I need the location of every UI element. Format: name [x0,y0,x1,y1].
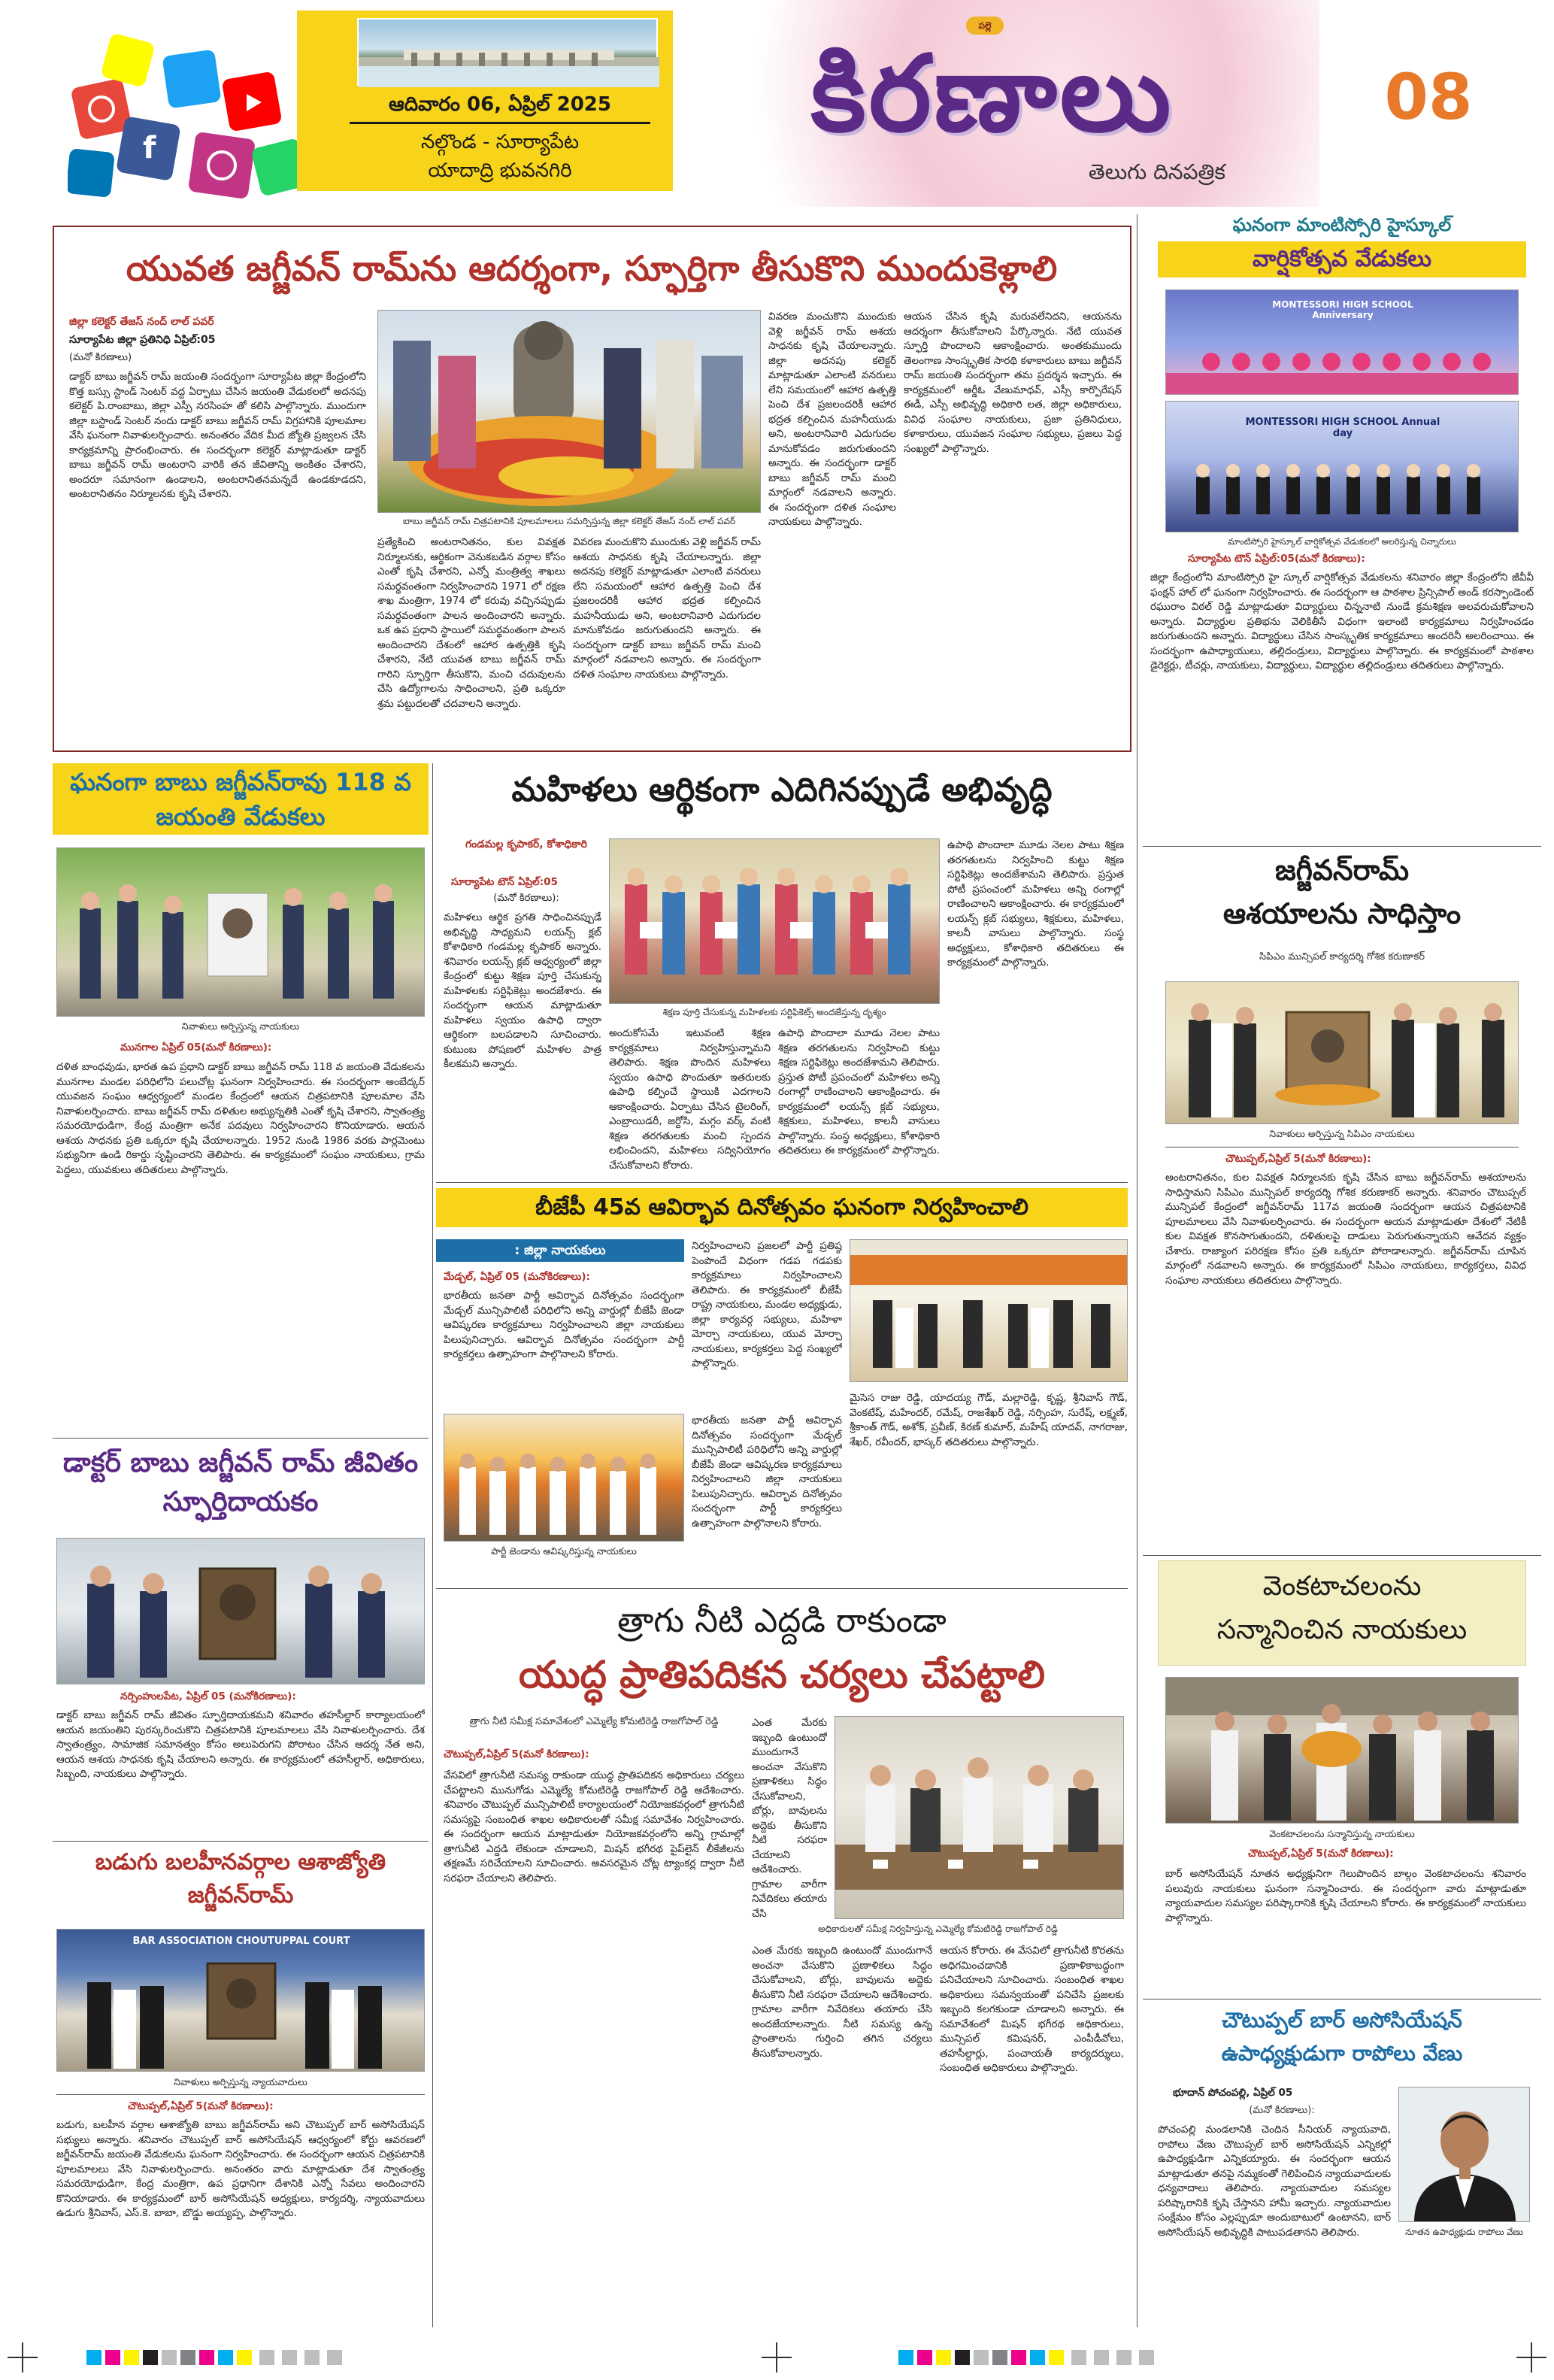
bjp-dateline: మేడ్చల్, ఏప్రిల్ 05 (మనోకిరణాలు): [444,1271,590,1283]
lead-headline: యువత జగ్జీవన్ రామ్‌ను ఆదర్శంగా, స్ఫూర్తిగా తీసుకొని ముందుకెళ్లాలి [126,248,1058,289]
aashayalu-byline: సిపిఎం మున్సిపల్ కార్యదర్శి గోశిక కరుణాకర్ [1259,951,1425,963]
bjp-body-col2b: భారతీయ జనతా పార్టీ ఆవిర్భావ దినోత్సవం సందర్భంగా మేడ్చల్ మున్సిపాలిటీ పరిధిలోని అన్ని వార్డుల్లో బీజేపీ జెండా ఆవిష్కరణ కార్యక్రమాలు నిర్వహించాలని జిల్లా నాయకులు పిలుపునిచ్చారు. ఆవిర్భావ దినోత్సవం సందర్భంగా పార్టీ కార్యకర్తలు ఉత్సాహంగా పాల్గొనాలని కోరారు. [692,1414,842,1530]
masthead [0,0,1554,207]
lead-body-col2: ప్రత్యేకించి అంటరానితనం, కుల వివక్షత నిర్మూలనకు, ఆర్థికంగా వెనుకబడిన వర్గాల కోసం ఎంతో కృషి చేశారని, ఎన్నో మంత్రిత్వ శాఖలు సమర్థవంతంగా నిర్వహించారని 1971 లో రక్షణ శాఖ మంత్రిగా, 1974 లో కరువు వచ్చినప్పుడు సమర్థవంతంగా పాలన అందించారని అన్నారు. ఒక ఉప ప్రధాని స్థాయిలో సమర్థవంతంగా పాలన అందించారని దేశంలో ఆహార ఉత్పత్తికి కృషి చేశారని, నేటి యువత బాబు జగ్జీవన్ రామ్ గారిని స్ఫూర్తిగా తీసుకొని, మంచి చదువులను చేసి ఉద్యోగాలను సాధించాలని, ప్రతి ఒక్కరూ శ్రమ పట్టుదలతో చదవాలని అన్నారు. [377,536,565,710]
venkatachalam-dateline: చౌటుప్పల్,ఏప్రిల్ 5(మనో కిరణాలు): [1248,1848,1394,1860]
jayanthi118-body: దళిత బాంధవుడు, భారత ఉప ప్రధాని డాక్టర్ బాబు జగ్జీవన్ రామ్ 118 వ జయంతి వేడుకలను మునగాల మండల పరిధిలోని పలుచోట్ల ఘనంగా నిర్వహించారు. ఈ సందర్భంగా అంబేద్కర్ యువజన సంఘం ఆధ్వర్యంలో మండల కేంద్రంలో ఆయన చిత్రపటానికి పూలమాల వేసి నివాళులర్పించారు. బాబు జగ్జీవన్ రామ్ దళితుల అభ్యున్నతికి ఎంతో కృషి చేశారని, స్వాతంత్ర్య సమరయోధుడిగా, కేంద్ర మంత్రిగా అనేక పదవులు నిర్వహించారని కొనియాడారు. ఆయన ఆశయ సాధనకు ప్రతి ఒక్కరూ కృషి చేయాలన్నారు. 1952 నుండి 1986 వరకు పార్లమెంటు సభ్యునిగా ఉండి రికార్డు సృష్టించారని తెలిపారు. ఈ కార్యక్రమంలో సంఘం నాయకులు, గ్రామ పెద్దలు, యువకులు తదితరులు పాల్గొన్నారు. [56,1061,425,1176]
venkatachalam-story [1143,1560,1541,1996]
rule-aashayalu-venkatachalam [1143,1555,1541,1556]
rule-venkatachalam-barvp [1143,1999,1541,2000]
svg-text:f: f [143,131,156,165]
thagu-photo-caption: అధికారులతో సమీక్ష నిర్వహిస్తున్న ఎమ్మెల్యే కోమటిరెడ్డి రాజగోపాల్ రెడ్డి [818,1924,1058,1934]
jayanthi118-caption: నివాళులు అర్పిస్తున్న నాయకులు [181,1020,300,1032]
montessori-story [1143,214,1541,771]
mahilalu-byline: గండమల్ల కృపాకర్, కోశాధికారి [465,838,587,850]
bjp-body-col2: నిర్వహించాలని ప్రజలలో పార్టీ ప్రతిష్ఠ పెంపొందే విధంగా గడప గడపకు కార్యక్రమాలు నిర్వహించాలని తెలిపారు. ఈ కార్యక్రమంలో బీజేపీ రాష్ట్ర నాయకులు, మండల అధ్యక్షుడు, జిల్లా కార్యవర్గ సభ్యులు, మహిళా మోర్చా నాయకులు, యువ మోర్చా నాయకులు, కార్యకర్తలు పెద్ద సంఖ్యలో పాల్గొన్నారు. [692,1240,842,1369]
jeevitham-headline: డాక్టర్ బాబు జగ్జీవన్ రామ్ జీవితం స్ఫూర్తిదాయకం [62,1448,419,1517]
masthead-districts-2: యాదాద్రి భువనగిరి [428,159,572,182]
thagu-story [436,1594,1128,2316]
lead-body-col4: ఆయన చేసిన కృషి మరువలేనిదని, ఆయనను ఆదర్శంగా తీసుకోవాలని పేర్కొన్నారు. నేటి యువత స్ఫూర్తి పొందాలని ఆకాంక్షించారు. అంతకుముందు తెలంగాణ సాంస్కృతిక సారథి కళాకారులు బాబు జగ్జీవన్ రామ్ జయంతి సందర్భంగా తమ ప్రదర్శన ఇచ్చారు. ఈ కార్యక్రమంలో ఆర్డీఓ వేణుమాధవ్, ఎస్సీ కార్పొరేషన్ ఈడీ, ఎస్సీ అభివృద్ధి అధికారి లత, జిల్లా అధికారులు, వివిధ సంఘాల నాయకులు, ప్రజా ప్రతినిధులు, కళాకారులు, యువజన సంఘాల సభ్యులు, ప్రజలు పెద్ద సంఖ్యలో పాల్గొన్నారు. [904,311,1122,455]
aashayalu-caption: నివాళులు అర్పిస్తున్న సిపిఎం నాయకులు [1269,1128,1415,1139]
mahilalu-body-col3: ఉపాధి పొందాలా మూడు నెలల పాటు శిక్షణ తరగతులను నిర్వహించి కుట్టు శిక్షణ సర్టిఫికెట్లు అందజేశామని తెలిపారు. ప్రస్తుత పోటీ ప్రపంచంలో మహిళలు అన్ని రంగాల్లో రాణించాలని ఆకాంక్షించారు. ఈ కార్యక్రమంలో లయన్స్ క్లబ్ సభ్యులు, శిక్షకులు, మహిళలు, కాలనీ వాసులు పాల్గొన్నారు. సంస్థ అధ్యక్షులు, కోశాధికారి తదితరులు ఈ కార్యక్రమంలో పాల్గొన్నారు. [947,839,1124,969]
bjp-photo-1 [850,1239,1128,1382]
lead-photo [377,310,761,513]
date-panel [297,11,673,191]
aashayalu-story [1143,853,1541,1553]
thagu-byline: త్రాగు నీటి సమీక్ష సమావేశంలో ఎమ్మెల్యే కోమటిరెడ్డి రాజగోపాల్ రెడ్డి [469,1716,719,1727]
lead-body-col3: వివరణ మంచుకొని ముందుకు వెళ్లి జగ్జీవన్ రామ్ ఆశయ సాధనకు కృషి చేయాలన్నారు. జిల్లా అదనపు కలెక్టర్ మాట్లాడుతూ ఎలాంటి వనరులు లేని సమయంలో ఆహార ఉత్పత్తి పెంచి దేశ ప్రజలందరికీ ఆహార భద్రత కల్పించిన మహనీయుడు అని, అంటరానివారి ఎదుగుదల మానుకోవడం జరుగుతుందని అన్నారు. ఈ సందర్భంగా డాక్టర్ బాబు జగ్జీవన్ రామ్ మంచి మార్గంలో నడవాలని అన్నారు. ఈ సందర్భంగా దళిత సంఘాల నాయకులు పాల్గొన్నారు. [573,536,761,681]
thagu-body-col2: ఎంత మేరకు ఇబ్బంది ఉంటుందో ముందుగానే అంచనా వేసుకొని ప్రణాళికలు సిద్ధం చేసుకోవాలని, బోర్లు, బావులను అద్దెకు తీసుకొని నీటి సరఫరా చేయాలని ఆదేశించారు. గ్రామాల వారీగా నివేదికలు తయారు చేసి [752,1717,827,1919]
rule-mahilalu-bjp [436,1182,1128,1183]
rule-jeevitham-badugu [53,1841,429,1842]
mahilalu-body-col2b: ఉపాధి పొందాలా మూడు నెలల పాటు శిక్షణ తరగతులను నిర్వహించి కుట్టు శిక్షణ సర్టిఫికెట్లు అందజేశామని తెలిపారు. ప్రస్తుత పోటీ ప్రపంచంలో మహిళలు అన్ని రంగాల్లో రాణించాలని ఆకాంక్షించారు. ఈ కార్యక్రమంలో లయన్స్ క్లబ్ సభ్యులు, శిక్షకులు, మహిళలు, కాలనీ వాసులు పాల్గొన్నారు. సంస్థ అధ్యక్షులు, కోశాధికారి తదితరులు ఈ కార్యక్రమంలో పాల్గొన్నారు. [778,1027,940,1157]
mahilalu-photo-caption: శిక్షణ పూర్తి చేసుకున్న మహిళలకు సర్టిఫికెట్స్ అందజేస్తున్న దృశ్యం [662,1007,886,1017]
jayanthi118-story [53,763,429,1440]
bjp-headline: బీజేపీ 45వ ఆవిర్భావ దినోత్సవం ఘనంగా నిర్వహించాలి [436,1188,1128,1227]
montessori-banner-1: MONTESSORI HIGH SCHOOL Anniversary [1272,299,1413,320]
page-number: 08 [1384,60,1473,134]
aashayalu-dateline: చౌటుప్పల్,ఏప్రిల్ 5(మనో కిరణాలు): [1225,1153,1371,1165]
thagu-headline-1: త్రాగు నీటి ఎద్దడి రాకుండా [617,1602,947,1640]
mahilalu-body-col1: మహిళలు ఆర్థిక ప్రగతి సాధించినప్పుడే అభివృద్ధి సాధ్యమని లయన్స్ క్లబ్ కోశాధికారి గండమల్ల కృపాకర్ అన్నారు. శనివారం లయన్స్ క్లబ్ ఆధ్వర్యంలో జిల్లా కేంద్రంలో కుట్టు శిక్షణ పూర్తి చేసుకున్న మహిళలకు సర్టిఫికెట్లు అందజేశారు. ఈ సందర్భంగా ఆయన మాట్లాడుతూ మహిళలు స్వయం ఉపాధి ద్వారా ఆర్థికంగా బలపడాలని సూచించారు. కుటుంబ పోషణలో మహిళల పాత్ర కీలకమని అన్నారు. [444,911,601,1070]
mahilalu-source: (మనో కిరణాలు): [493,893,559,904]
bar-vp-body: పోచంపల్లి మండలానికి చెందిన సీనియర్ న్యాయవాది, రాపోలు వేణు చౌటుప్పల్ బార్ అసోసియేషన్ ఎన్నికల్లో ఉపాధ్యక్షుడిగా ఎన్నికయ్యారు. ఈ సందర్భంగా ఆయన మాట్లాడుతూ తనపై నమ్మకంతో గెలిపించిన న్యాయవాదులకు ధన్యవాదాలు తెలిపారు. న్యాయవాదుల సమస్యల పరిష్కారానికి కృషి చేస్తానని హామీ ఇచ్చారు. న్యాయవాదుల సంక్షేమం కోసం ఎల్లప్పుడూ అందుబాటులో ఉంటానని, బార్ అసోసియేషన్ అభివృద్ధికి పాటుపడతానని తెలిపారు. [1158,2124,1391,2239]
montessori-banner-2: MONTESSORI HIGH SCHOOL Annual day [1245,417,1440,439]
jeevitham-dateline: నర్సింహులపేట, ఏప్రిల్ 05 (మనోకిరణాలు): [120,1690,296,1702]
rule-bjp-thagu [436,1588,1128,1589]
montessori-photo-caption: మాంటిస్సోరి హైస్కూల్ వార్షికోత్సవ వేడుకలలో అలరిస్తున్న చిన్నారులు [1228,536,1456,547]
rule-jayanthi-jeevitham [53,1438,429,1439]
montessori-headline: వార్షికోత్సవ వేడుకలు [1158,241,1526,277]
venkatachalam-headline-2: సన్మానించిన నాయకులు [1216,1614,1468,1645]
bar-vp-headline: చౌటుప్పల్ బార్ అసోసియేషన్ ఉపాధ్యక్షుడుగా రాపోలు వేణు [1221,2008,1463,2066]
aashayalu-rule [1165,1147,1519,1148]
date-underline [350,122,650,124]
mahilalu-headline: మహిళలు ఆర్థికంగా ఎదిగినప్పుడే అభివృద్ధి [511,771,1053,809]
thagu-body-col1: వేసవిలో త్రాగునీటి సమస్య రాకుండా యుద్ధ ప్రాతిపదికన అధికారులు చర్యలు చేపట్టాలని మునుగోడు ఎమ్మెల్యే కోమటిరెడ్డి రాజగోపాల్ రెడ్డి ఆదేశించారు. శనివారం చౌటుప్పల్ మున్సిపాలిటీ కార్యాలయంలో నియోజకవర్గంలో త్రాగునీటి సమస్యపై సంబంధిత శాఖల అధికారులతో సమీక్ష సమావేశం నిర్వహించారు. ఈ సందర్భంగా ఆయన మాట్లాడుతూ నియోజకవర్గంలోని అన్ని గ్రామాల్లో త్రాగునీటి ఎద్దడి లేకుండా చూడాలని, మిషన్ భగీరథ పైప్‌లైన్ లీకేజీలను తక్షణమే సరిచేయాలని సూచించారు. అవసరమైన చోట్ల ట్యాంకర్ల ద్వారా నీటి సరఫరా చేయాలని తెలిపారు. [444,1769,744,1884]
montessori-body: జిల్లా కేంద్రంలోని మాంటిస్సోరి హై స్కూల్ వార్షికోత్సవ వేడుకలను శనివారం జిల్లా కేంద్రంలోని జీవీవీ ఫంక్షన్ హాల్ లో ఘనంగా నిర్వహించారు. ఈ సందర్భంగా ఆ పాఠశాల ప్రిన్సిపాల్ అండ్ కరస్పాండెంట్ రఘురాం విఠల్ రెడ్డి మాట్లాడుతూ విద్యార్థులు చిన్ననాటి నుండే క్రమశిక్షణ అలవరుచుకోవాలని అన్నారు. విద్యార్థుల ప్రతిభను వెలికితీసే విధంగా ఇలాంటి కార్యక్రమాలు నిర్వహించడం జరుగుతుందని అన్నారు. విద్యార్థులు చేసిన సాంస్కృతిక కార్యక్రమాలు అందరినీ అలరించాయి. ఈ సందర్భంగా ఉపాధ్యాయులు, తల్లిదండ్రులు, విద్యార్థులు పాల్గొన్నారు. ఈ కార్యక్రమంలో పాఠశాల డైరెక్టర్లు, టీచర్లు, నాయకులు, విద్యార్థులు, విద్యార్థుల తల్లిదండ్రులు తదితరులు పాల్గొన్నారు. [1150,572,1534,672]
thagu-dateline: చౌటుప్పల్,ఏప్రిల్ 5(మనో కిరణాలు): [444,1748,589,1760]
thagu-body-col2b: ఎంత మేరకు ఇబ్బంది ఉంటుందో ముందుగానే అంచనా వేసుకొని ప్రణాళికలు సిద్ధం చేసుకోవాలని, బోర్లు, బావులను అద్దెకు తీసుకొని నీటి సరఫరా చేయాలని ఆదేశించారు. గ్రామాల వారీగా నివేదికలు తయారు చేసి అందజేయాలన్నారు. నీటి సమస్య ఉన్న ప్రాంతాలను గుర్తించి తగిన చర్యలు తీసుకోవాలన్నారు. [752,1945,932,2060]
bar-vp-source: (మనో కిరణాలు): [1249,2105,1315,2116]
mahilalu-story [436,763,1128,1181]
dam-photo [357,18,658,86]
masthead-districts-1: నల్గొండ - సూర్యాపేట [420,131,580,153]
jeevitham-body: డాక్టర్ బాబు జగ్జీవన్ రామ్ జీవితం స్ఫూర్తిదాయకమని శనివారం తహసీల్దార్ కార్యాలయంలో ఆయన జయంతిని పురస్కరించుకొని చిత్రపటానికి పూలమాలలు వేసి నివాళులర్పించారు. దేశ స్వాతంత్ర్యం, సామాజిక సమానత్వం కోసం అలుపెరుగని పోరాటం చేసిన ఆదర్శ నేత అని, ఆయన ఆశయ సాధనకు కృషి చేయాలని అన్నారు. ఈ కార్యక్రమంలో తహసీల్దార్, అధికారులు, సిబ్బంది, నాయకులు పాల్గొన్నారు. [56,1709,425,1780]
rule-montessori-aashayalu [1143,846,1541,847]
mahilalu-body-col2: అందుకోసమే ఇటువంటి శిక్షణ కార్యక్రమాలు నిర్వహిస్తున్నామని తెలిపారు. శిక్షణ పొందిన మహిళలు స్వయం ఉపాధి పొందుతూ ఇతరులకు ఉపాధి కల్పించే స్థాయికి ఎదగాలని ఆకాంక్షించారు. ఏర్పాటు చేసిన టైలరింగ్, ఎంబ్రాయిడరీ, జర్దోసి, మగ్గం వర్క్ వంటి శిక్షణ తరగతులకు మంచి స్పందన లభించిందని, మహిళలు సద్వినియోగం చేసుకోవాలని కోరారు. [609,1027,771,1172]
bjp-photo-2 [444,1414,684,1542]
jayanthi118-photo [56,847,425,1017]
brand-tagline: తెలుగు దినపత్రిక [1088,159,1225,184]
lead-source: (మనో కిరణాలు) [69,352,132,363]
badugu-caption: నివాళులు అర్పిస్తున్న న్యాయవాదులు [174,2076,307,2087]
montessori-photo-2 [1165,401,1519,532]
bjp-kicker: : జిల్లా నాయకులు [436,1239,684,1262]
print-color-bar [0,2335,1554,2380]
venkatachalam-body: బార్ అసోసియేషన్ నూతన అధ్యక్షునిగా గెలుపొందిన బాల్గం వెంకటాచలంను శనివారం పలువురు నాయకులు ఘనంగా సన్మానించారు. ఈ సందర్భంగా వారు మాట్లాడుతూ న్యాయవాదుల సమస్యల పరిష్కారానికి కృషి చేయాలని కోరారు. ఈ కార్యక్రమంలో నాయకులు పాల్గొన్నారు. [1165,1868,1526,1924]
venkatachalam-caption: వెంకటాచలంను సన్మానిస్తున్న నాయకులు [1269,1828,1415,1839]
bjp-body-col3: మైసెస రాజు రెడ్డి, యాదయ్య గౌడ్, మల్లారెడ్డి, కృష్ణ, శ్రీనివాస్ గౌడ్, వెంకటేష్, మహేందర్, రమేష్, రాజశేఖర్ రెడ్డి, నర్సింహ, సురేష్, లక్ష్మణ్, శ్రీకాంత్ గౌడ్, అశోక్, ప్రవీణ్, కిరణ్ కుమార్, మహేష్ యాదవ్, నాగరాజు, శేఖర్, రవీందర్, భాస్కర్ తదితరులు పాల్గొన్నారు. [850,1392,1128,1448]
lead-body-col1: డాక్టర్ బాబు జగ్జీవన్ రామ్ జయంతి సందర్భంగా సూర్యాపేట జిల్లా కేంద్రంలోని కొత్త బస్సు స్టాండ్ సెంటర్ వద్ద ఏర్పాటు చేసిన జయంతి వేడుకలలో అదనపు కలెక్టర్ పి.రాంబాబు, జిల్లా ఎస్పీ నరసింహ తో కలిసి పాల్గొన్నారు. ముందుగా జిల్లా బస్టాండ్ సెంటర్ నందు డాక్టర్ బాబు జగ్జీవన్ రామ్ విగ్రహానికి పూలమాల వేసి ఘనంగా నివాళులర్పించారు. అనంతరం వేదిక మీద జ్యోతి ప్రజ్వలన చేసి కార్యక్రమాన్ని ప్రారంభించారు. ఈ సందర్భంగా కలెక్టర్ మాట్లాడుతూ డాక్టర్ బాబు జగ్జీవన్ రామ్ అంటరాని వారికి తన జీవితాన్ని అంకితం చేశారని, అందరూ సమానంగా ఉండాలని, అంటరానితనమన్నదే ఉండకూడదని, అంటరానితనం నిర్మూలనకు కృషి చేశారని. [69,371,366,500]
bar-vp-portrait [1398,2087,1530,2222]
masthead-date: ఆదివారం 06, ఏప్రిల్ 2025 [389,93,611,116]
brand-logo: కిరణాలు [810,33,1174,156]
jeevitham-photo [56,1538,425,1684]
lead-photo-caption: బాబు జగ్జీవన్ రామ్ చిత్రపటానికి పూలమాలలు సమర్పిస్తున్న జిల్లా కలెక్టర్ తేజస్ నంద్ లాల్ పవర్ [402,516,736,526]
brand-badge: పల్లె [966,17,1004,35]
bjp-story [436,1188,1128,1587]
bar-vp-dateline: భూదాన్ పోచంపల్లి, ఏప్రిల్ 05 [1173,2087,1293,2099]
venkatachalam-photo [1165,1677,1519,1824]
thagu-body-col3: ఆయన కోరారు. ఈ వేసవిలో త్రాగునీటి కొరతను అధిగమించడానికి ప్రణాళికాబద్ధంగా పనిచేయాలని సూచించారు. సంబంధిత శాఖల అధికారులు సమన్వయంతో పనిచేసి ప్రజలకు ఇబ్బంది కలగకుండా చూడాలని అన్నారు. ఈ సమావేశంలో మిషన్ భగీరథ అధికారులు, మున్సిపల్ కమిషనర్, ఎంపీడీవోలు, తహసీల్దార్లు, పంచాయతీ కార్యదర్శులు, సంబంధిత అధికారులు పాల్గొన్నారు. [940,1945,1124,2074]
badugu-headline: బడుగు బలహీనవర్గాల ఆశాజ్యోతి జగ్జీవన్‌రామ్ [95,1849,386,1909]
montessori-photo-1 [1165,290,1519,395]
bjp-photo-caption: పార్టీ జెండాను ఆవిష్కరిస్తున్న నాయకులు [491,1545,637,1557]
bar-vp-story [1143,2004,1541,2327]
jeevitham-story [53,1444,429,1842]
montessori-kicker: ఘనంగా మాంటిస్సోరి హైస్కూల్ [1232,214,1452,235]
mahilalu-photo [609,838,940,1004]
thagu-photo [835,1716,1124,1919]
mahilalu-dateline: సూర్యాపేట టౌన్ ఏప్రిల్:05 [451,876,558,888]
lead-story-box [53,226,1131,752]
aashayalu-photo [1165,981,1519,1124]
badugu-photo [56,1929,425,2072]
montessori-dateline: సూర్యాపేట టౌన్ ఏప్రిల్:05(మనో కిరణాలు): [1188,553,1365,565]
jayanthi118-dateline: మునగాల ఏప్రిల్ 05(మనో కిరణాలు): [120,1041,272,1054]
lead-byline: జిల్లా కలెక్టర్ తేజస్ నంద్ లాల్ పవర్ [69,316,214,328]
aashayalu-body: అంటరానితనం, కుల వివక్షత నిర్మూలనకు కృషి చేసిన బాబు జగ్జీవన్‌రామ్ ఆశయాలను సాధిస్తామని సిపిఎం మున్సిపల్ కార్యదర్శి గోశిక కరుణాకర్ అన్నారు. శనివారం చౌటుప్పల్ మున్సిపల్ కేంద్రంలో జగ్జీవన్‌రామ్ 117వ జయంతి సందర్భంగా ఆయన చిత్రపటానికి పూలమాలలు వేసి నివాళులర్పించారు. ఈ సందర్భంగా ఆయన మాట్లాడుతూ దేశంలో నేటికీ కుల వివక్షత కొనసాగుతుందని, దళితులపై దాడులు పెరుగుతున్నాయని ఆవేదన వ్యక్తం చేశారు. రాజ్యాంగ పరిరక్షణ కోసం ప్రతి ఒక్కరూ పోరాడాలన్నారు. జగ్జీవన్‌రామ్ చూపిన మార్గంలో నడవాలని అన్నారు. ఈ కార్యక్రమంలో సిపిఎం నాయకులు, కార్యకర్తలు, వివిధ సంఘాల నాయకులు తదితరులు పాల్గొన్నారు. [1165,1172,1526,1287]
badugu-rule [56,2094,425,2095]
thagu-headline-2: యుద్ధ ప్రాతిపదికన చర్యలు చేపట్టాలి [519,1653,1045,1696]
lead-dateline: సూర్యాపేట జిల్లా ప్రతినిధి ఏప్రిల్:05 [69,334,216,346]
badugu-banner: BAR ASSOCIATION CHOUTUPPAL COURT [132,1936,350,1947]
social-media-cubes-graphic [68,23,316,203]
jayanthi118-headline: ఘనంగా బాబు జగ్జీవన్‌రావు 118 వ జయంతి వేడుకలు [53,763,429,835]
lead-body-col3b: వివరణ మంచుకొని ముందుకు వెళ్లి జగ్జీవన్ రామ్ ఆశయ సాధనకు కృషి చేయాలన్నారు. జిల్లా అదనపు కలెక్టర్ మాట్లాడుతూ ఎలాంటి వనరులు లేని సమయంలో ఆహార ఉత్పత్తి పెంచి దేశ ప్రజలందరికీ ఆహార భద్రత కల్పించిన మహనీయుడు అని, అంటరానివారి ఎదుగుదల మానుకోవడం జరుగుతుందని అన్నారు. ఈ సందర్భంగా డాక్టర్ బాబు జగ్జీవన్ రామ్ మంచి మార్గంలో నడవాలని అన్నారు. ఈ సందర్భంగా దళిత సంఘాల నాయకులు పాల్గొన్నారు. [768,311,896,528]
badugu-story [53,1846,429,2327]
badugu-dateline: చౌటుప్పల్,ఏప్రిల్ 5(మనో కిరణాలు): [128,2100,274,2112]
column-rule-left [432,763,433,2327]
aashayalu-headline-1: జగ్జీవన్‌రామ్ [1274,853,1410,887]
bar-vp-caption: నూతన ఉపాధ్యక్షుడు రాపోలు వేణు [1405,2227,1523,2237]
aashayalu-headline-2: ఆశయాలను సాధిస్తాం [1222,897,1462,930]
badugu-body: బడుగు, బలహీన వర్గాల ఆశాజ్యోతి బాబు జగ్జీవన్‌రామ్ అని చౌటుప్పల్ బార్ అసోసియేషన్ సభ్యులు అన్నారు. శనివారం చౌటుప్పల్ బార్ అసోసియేషన్ ఆధ్వర్యంలో కోర్టు ఆవరణలో జగ్జీవన్‌రామ్ జయంతి వేడుకలను ఘనంగా నిర్వహించారు. ఈ సందర్భంగా ఆయన చిత్రపటానికి పూలమాలలు వేసి నివాళులర్పించారు. అనంతరం వారు మాట్లాడుతూ దేశ స్వాతంత్ర్య సమరయోధుడిగా, కేంద్ర మంత్రిగా, ఉప ప్రధానిగా దేశానికి ఎన్నో సేవలు అందించారని కొనియాడారు. ఈ కార్యక్రమంలో బార్ అసోసియేషన్ అధ్యక్షులు, కార్యదర్శి, న్యాయవాదులు ఉడుగు శ్రీనివాస్, ఎస్.కె. బాబా, బొడ్డు అయ్యప్ప, పాల్గొన్నారు. [56,2119,425,2219]
bjp-body-col1: భారతీయ జనతా పార్టీ ఆవిర్భావ దినోత్సవం సందర్భంగా మేడ్చల్ మున్సిపాలిటీ పరిధిలోని అన్ని వార్డుల్లో బీజేపీ జెండా ఆవిష్కరణ కార్యక్రమాలు నిర్వహించాలని జిల్లా నాయకులు పిలుపునిచ్చారు. ఆవిర్భావ దినోత్సవం సందర్భంగా పార్టీ కార్యకర్తలు ఉత్సాహంగా పాల్గొనాలని కోరారు. [444,1290,684,1360]
venkatachalam-headline-1: వెంకటాచలంను [1262,1571,1422,1602]
